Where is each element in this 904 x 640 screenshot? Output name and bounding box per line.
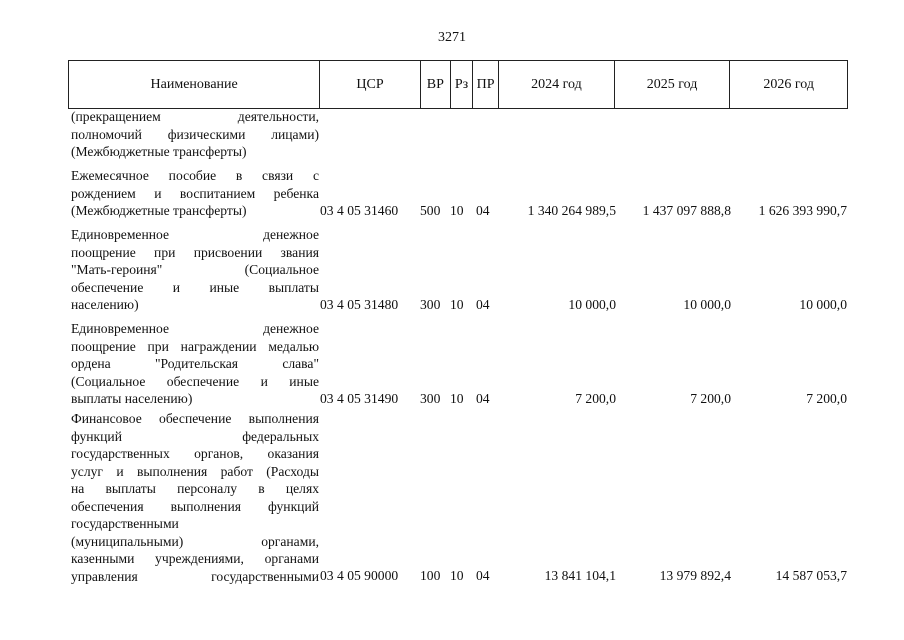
- row-name-line: (Межбюджетные трансферты): [71, 203, 247, 218]
- row-rz: 10: [450, 297, 464, 312]
- row-name-line: функций федеральных: [71, 428, 319, 444]
- row-name-line: поощрение при присвоении звания: [71, 244, 319, 260]
- row-name-line: казенными учреждениями, органами: [71, 551, 319, 566]
- row-name-line: государственных органов, оказания: [71, 446, 319, 461]
- row-name-line: обеспечение и иные выплаты: [71, 279, 319, 295]
- row-name: [71, 108, 319, 161]
- row-pr: 04: [476, 391, 490, 406]
- row-name-line: выплаты населению): [71, 391, 193, 406]
- row-name-line: услуг и выполнения работ (Расходы: [71, 463, 319, 479]
- row-name-line: обеспечения выполнения функций: [71, 498, 319, 514]
- row-csr: 03 4 05 90000: [320, 568, 399, 583]
- row-2024: 7 200,0: [575, 391, 616, 406]
- header-pr: ПР: [473, 61, 499, 109]
- header-2024: 2024 год: [499, 61, 615, 109]
- row-2026: 7 200,0: [806, 391, 847, 406]
- row-vr: 300: [420, 297, 441, 312]
- row-vr: 300: [420, 391, 441, 406]
- row-pr: 04: [476, 203, 490, 218]
- row-pr: 04: [476, 297, 490, 312]
- row-name-line: ордена "Родительская слава": [71, 356, 319, 371]
- row-2025: 7 200,0: [690, 391, 731, 406]
- row-name-line: на выплаты персоналу в целях: [71, 481, 319, 496]
- row-vr: 500: [420, 203, 441, 218]
- row-vr: 100: [420, 568, 441, 583]
- row-name-line: Ежемесячное пособие в связи с: [71, 168, 319, 183]
- row-name-line: Единовременное денежное: [71, 227, 319, 242]
- row-name: [71, 320, 319, 408]
- row-2025: 10 000,0: [683, 297, 731, 312]
- row-name-line: (муниципальными) органами,: [71, 533, 319, 549]
- row-name-line: (прекращением деятельности,: [71, 109, 319, 124]
- header-vr: ВР: [420, 61, 450, 109]
- row-csr: 03 4 05 31490: [320, 391, 399, 406]
- header-csr: ЦСР: [320, 61, 421, 109]
- row-2026: 1 626 393 990,7: [758, 203, 847, 218]
- header-rz: Рз: [450, 61, 472, 109]
- header-2025: 2025 год: [614, 61, 730, 109]
- page-number: 3271: [438, 30, 466, 45]
- row-name: [71, 410, 319, 585]
- table-header: [68, 60, 848, 109]
- row-2024: 10 000,0: [568, 297, 616, 312]
- row-name: [71, 167, 319, 220]
- row-rz: 10: [450, 391, 464, 406]
- row-name-line: государственными: [71, 516, 179, 531]
- row-2026: 10 000,0: [799, 297, 847, 312]
- row-name-line: рождением и воспитанием ребенка: [71, 185, 319, 201]
- row-name-line: управления государственными: [71, 568, 319, 584]
- row-2025: 1 437 097 888,8: [642, 203, 731, 218]
- row-name-line: Финансовое обеспечение выполнения: [71, 411, 319, 426]
- header-2026: 2026 год: [730, 61, 848, 109]
- row-rz: 10: [450, 568, 464, 583]
- row-name-line: полномочий физическими лицами): [71, 126, 319, 142]
- row-rz: 10: [450, 203, 464, 218]
- row-2024: 13 841 104,1: [544, 568, 616, 583]
- row-name-line: Единовременное денежное: [71, 321, 319, 336]
- row-name-line: поощрение при награждении медалью: [71, 338, 319, 354]
- row-csr: 03 4 05 31460: [320, 203, 399, 218]
- row-name-line: (Социальное обеспечение и иные: [71, 373, 319, 389]
- row-2025: 13 979 892,4: [659, 568, 731, 583]
- row-name-line: "Мать-героиня" (Социальное: [71, 262, 319, 277]
- row-csr: 03 4 05 31480: [320, 297, 399, 312]
- row-2026: 14 587 053,7: [775, 568, 847, 583]
- row-name: [71, 226, 319, 314]
- row-2024: 1 340 264 989,5: [527, 203, 616, 218]
- row-pr: 04: [476, 568, 490, 583]
- row-name-line: (Межбюджетные трансферты): [71, 144, 247, 159]
- row-name-line: населению): [71, 297, 139, 312]
- header-name: Наименование: [69, 61, 320, 109]
